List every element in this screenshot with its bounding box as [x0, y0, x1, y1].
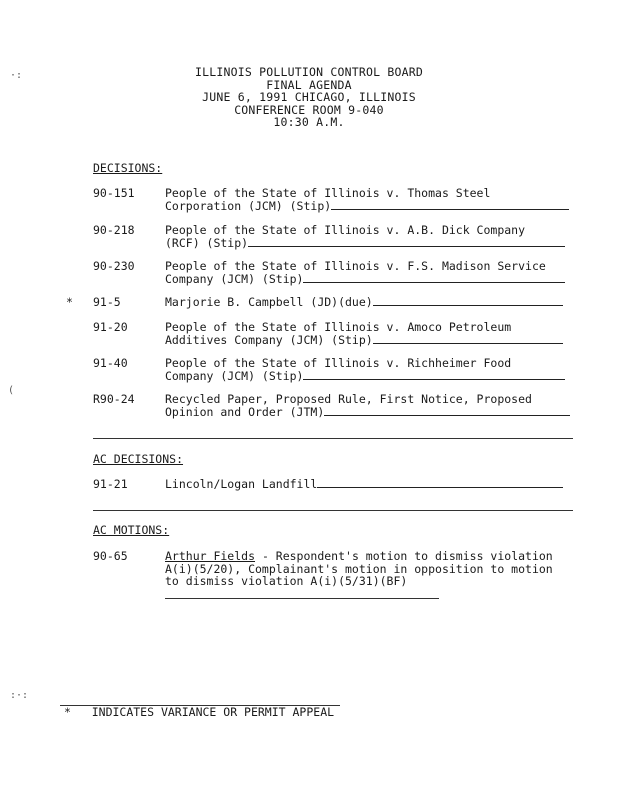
- case-number: 91-40: [93, 356, 128, 370]
- scan-speck: :·:: [10, 690, 29, 701]
- item-text-line: (RCF) (Stip): [165, 235, 249, 250]
- signature-blank-line: [248, 237, 565, 247]
- case-number: 90-230: [93, 259, 135, 273]
- case-number: 90-65: [93, 549, 128, 563]
- variance-marker: *: [66, 295, 73, 309]
- item-text-line: People of the State of Illinois v. Richheimer Food: [165, 356, 512, 370]
- signature-blank-line: [331, 200, 569, 210]
- item-text-line: Lincoln/Logan Landfill: [165, 477, 318, 491]
- case-number: 90-151: [93, 186, 135, 200]
- section-divider: [93, 510, 573, 511]
- signature-blank-line: [303, 273, 565, 283]
- item-text-line: People of the State of Illinois v. A.B. Dick Company: [165, 223, 526, 237]
- signature-blank-line: [373, 296, 563, 306]
- meeting-room: CONFERENCE ROOM 9-040: [234, 102, 384, 117]
- case-number: 91-20: [93, 320, 128, 334]
- item-text-line: - Respondent's motion to dismiss violation: [255, 549, 553, 563]
- ac-decisions-heading: AC DECISIONS:: [93, 452, 184, 466]
- signature-blank-line: [317, 478, 563, 488]
- decisions-heading: DECISIONS:: [93, 161, 163, 175]
- item-text-line: Company (JCM) (Stip): [165, 368, 304, 383]
- board-name: ILLINOIS POLLUTION CONTROL BOARD: [195, 65, 423, 79]
- case-number: 90-218: [93, 223, 135, 237]
- meeting-time: 10:30 A.M.: [273, 115, 345, 129]
- agenda-title: FINAL AGENDA: [266, 77, 352, 92]
- section-divider: [93, 438, 573, 439]
- scan-speck: ·:: [10, 70, 23, 81]
- scan-speck: (: [8, 385, 15, 396]
- case-number: 91-5: [93, 295, 121, 309]
- item-text-line: Recycled Paper, Proposed Rule, First Notice, Proposed: [165, 392, 532, 406]
- meeting-date-location: JUNE 6, 1991 CHICAGO, ILLINOIS: [202, 90, 416, 104]
- agenda-header: [0, 66, 618, 129]
- item-text-line: Company (JCM) (Stip): [165, 271, 304, 286]
- item-text-line: Marjorie B. Campbell (JD)(due): [165, 295, 373, 309]
- item-text-line: Opinion and Order (JTM): [165, 404, 325, 419]
- footer-text: INDICATES VARIANCE OR PERMIT APPEAL: [91, 705, 335, 719]
- item-text-line: People of the State of Illinois v. Thomas Steel: [165, 186, 491, 200]
- item-text-line: A(i)(5/20), Complainant's motion in opposition to motion: [165, 561, 553, 576]
- signature-blank-line: [324, 406, 570, 416]
- signature-blank-line: [373, 334, 563, 344]
- case-number: R90-24: [93, 392, 135, 406]
- signature-blank-line: [303, 370, 565, 380]
- variance-marker: *: [64, 705, 71, 719]
- item-text-line: Additives Company (JCM) (Stip): [165, 332, 373, 347]
- footer-note: [64, 706, 334, 719]
- item-text-line: Corporation (JCM) (Stip): [165, 198, 332, 213]
- case-number: 91-21: [93, 477, 128, 491]
- party-name: Arthur Fields: [165, 549, 256, 563]
- item-text-line: People of the State of Illinois v. F.S. Madison Service: [165, 259, 546, 273]
- signature-blank-line: [165, 598, 439, 599]
- item-text-line: People of the State of Illinois v. Amoco Petroleum: [165, 320, 512, 334]
- ac-motions-heading: AC MOTIONS:: [93, 523, 170, 537]
- item-text-line: to dismiss violation A(i)(5/31)(BF): [165, 574, 408, 588]
